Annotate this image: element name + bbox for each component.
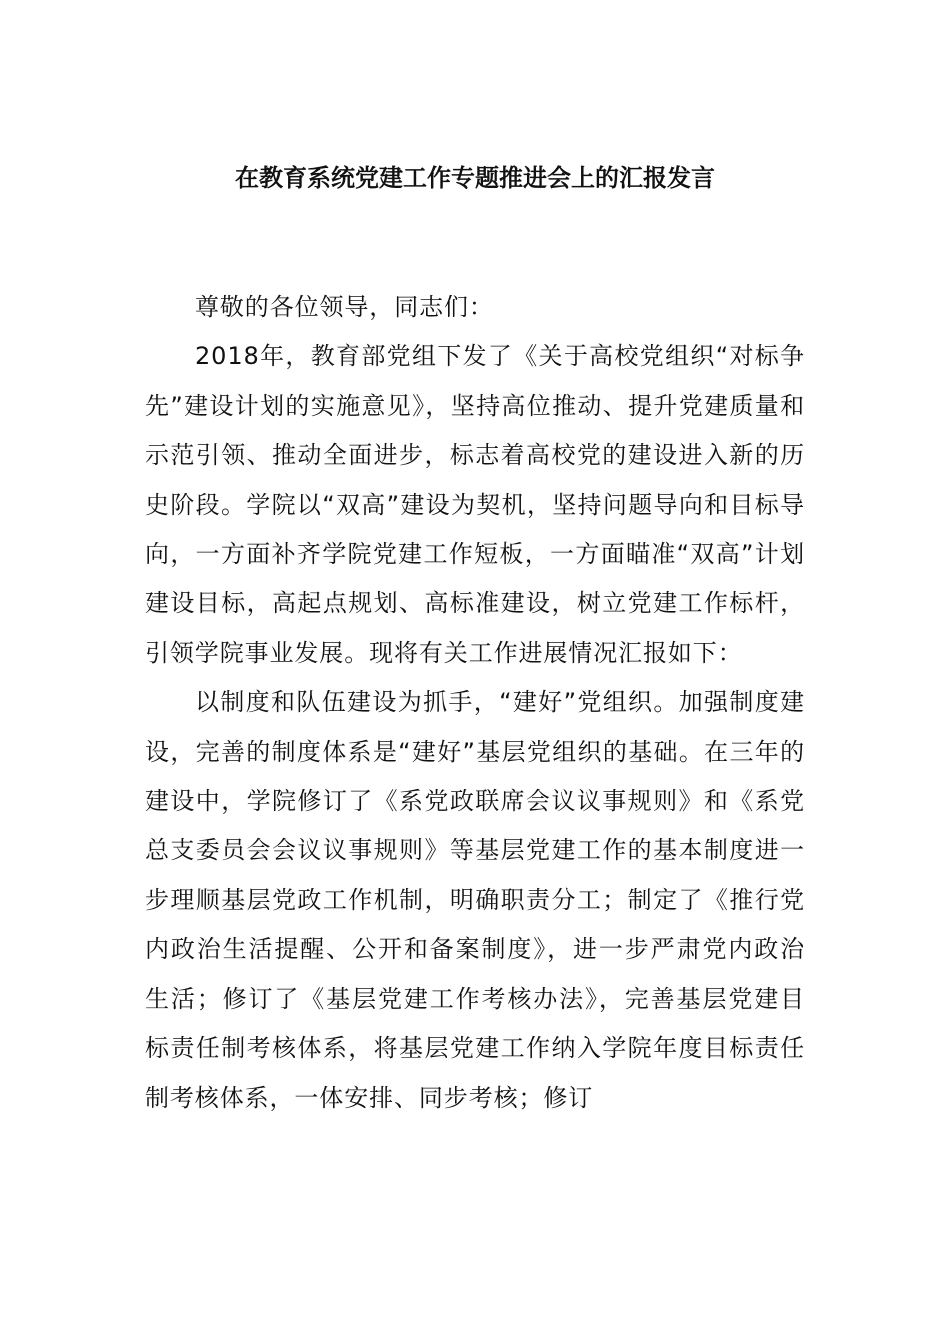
document-title: 在教育系统党建工作专题推进会上的汇报发言 <box>235 164 715 192</box>
document-body <box>145 283 805 1123</box>
salutation-paragraph: 尊敬的各位领导，同志们： <box>195 293 494 321</box>
body-paragraph: 以制度和队伍建设为抓手，“建好”党组织。加强制度建设，完善的制度体系是“建好”基层党组织的基础。在三年的建设中，学院修订了《系党政联席会议议事规则》和《系党总支委员会会议议事规则》等基层党建工作的基本制度进一步理顺基层党政工作机制，明确职责分工；制定了《推行党内政治生活提醒、公开和备案制度》，进一步严肃党内政治生活；修订了《基层党建工作考核办法》，完善基层党建目标责任制考核体系，将基层党建工作纳入学院年度目标责任制考核体系，一体安排、同步考核；修订 <box>145 688 805 1112</box>
body-paragraph: 2018年，教育部党组下发了《关于高校党组织“对标争先”建设计划的实施意见》，坚持高位推动、提升党建质量和示范引领、推动全面进步，标志着高校党的建设进入新的历史阶段。学院以“双高”建设为契机，坚持问题导向和目标导向，一方面补齐学院党建工作短板，一方面瞄准“双高”计划建设目标，高起点规划、高标准建设，树立党建工作标杆，引领学院事业发展。现将有关工作进展情况汇报如下： <box>145 342 805 667</box>
